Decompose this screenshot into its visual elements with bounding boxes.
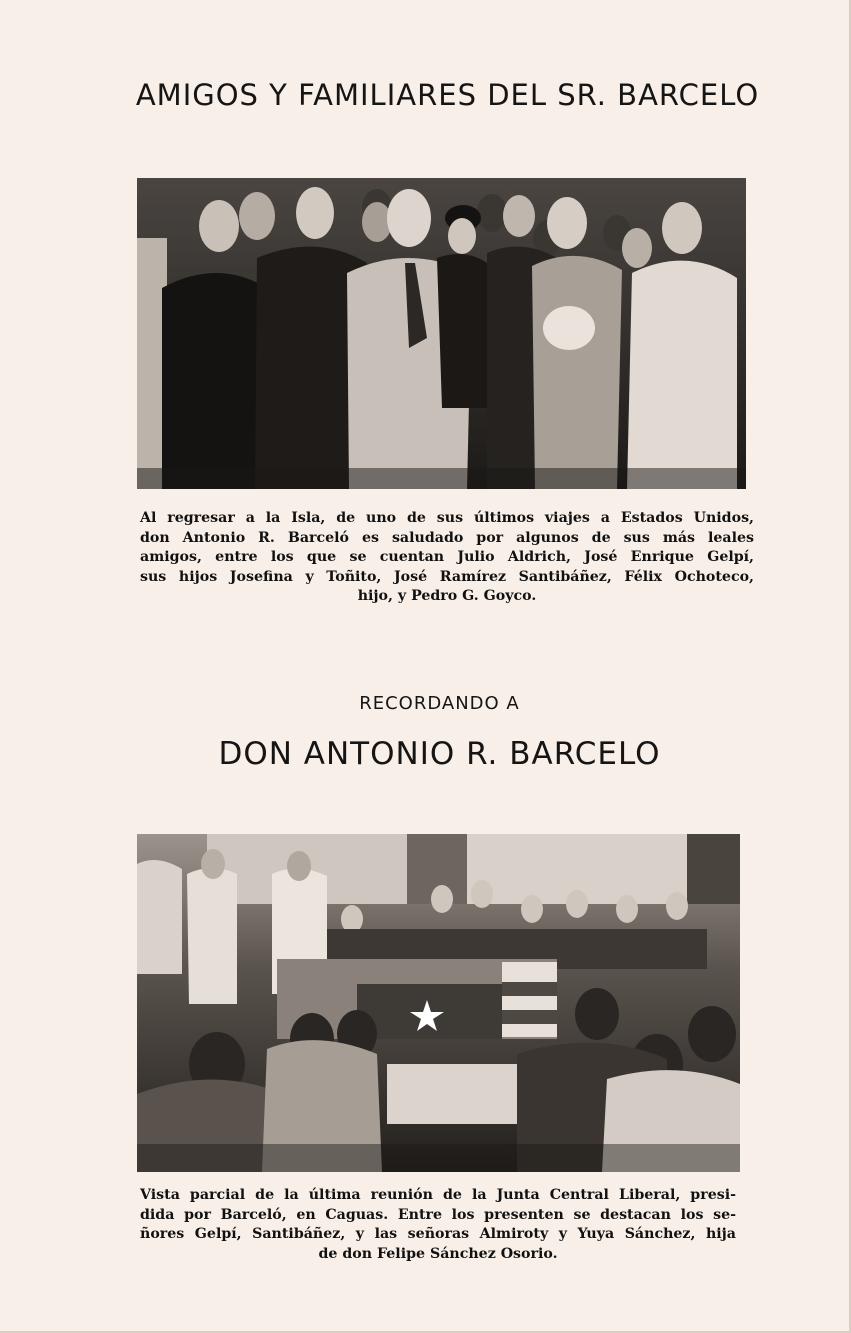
section-subheading: RECORDANDO A <box>359 693 520 714</box>
caption-line: hijo, y Pedro G. Goyco. <box>357 588 537 604</box>
caption-line: de don Felipe Sánchez Osorio. <box>318 1245 558 1262</box>
caption-line: amigos, entre los que se cuentan Julio Aldrich, José Enrique Gelpí, <box>140 549 754 565</box>
group-photo-caption <box>140 509 760 607</box>
caption-line: don Antonio R. Barceló es saludado por algunos de sus más leales <box>140 529 754 546</box>
caption-line: ñores Gelpí, Santibáñez, y las señoras Almiroty y Yuya Sánchez, hija <box>140 1226 736 1242</box>
page-heading: AMIGOS Y FAMILIARES DEL SR. BARCELO <box>135 78 760 112</box>
caption-line: sus hijos Josefina y Toñito, José Ramírez Santibáñez, Félix Ochoteco, <box>140 568 754 585</box>
group-photo-image <box>137 178 746 489</box>
group-photo <box>137 178 746 489</box>
caption-line: Vista parcial de la última reunión de la Junta Central Liberal, presi- <box>140 1187 736 1203</box>
meeting-photo-caption <box>140 1186 740 1264</box>
caption-line: dida por Barceló, en Caguas. Entre los presenten se destacan los se- <box>140 1206 736 1223</box>
section-heading: DON ANTONIO R. BARCELO <box>218 736 661 772</box>
meeting-photo <box>137 834 740 1172</box>
caption-line: Al regresar a la Isla, de uno de sus últimos viajes a Estados Unidos, <box>140 510 754 526</box>
meeting-photo-image <box>137 834 740 1172</box>
